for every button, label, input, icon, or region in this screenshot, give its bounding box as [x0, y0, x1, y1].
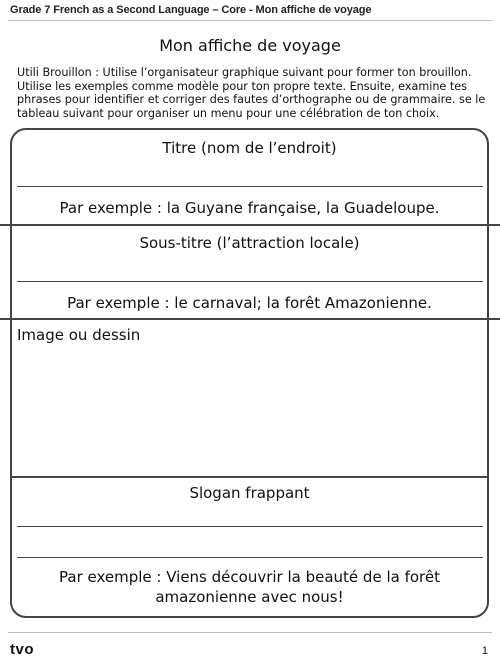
page-title: Mon affiche de voyage [159, 36, 341, 55]
slogan-writing-line-2[interactable] [17, 557, 483, 558]
subtitle-example: Par exemple : le carnaval; la forêt Amazonienne. [67, 294, 432, 312]
section-divider [0, 224, 500, 226]
footer-divider [8, 632, 492, 633]
subtitle-writing-line[interactable] [17, 281, 483, 282]
section-divider [10, 476, 489, 478]
title-writing-line[interactable] [17, 186, 483, 187]
slogan-section-heading: Slogan frappant [189, 484, 310, 502]
course-header: Grade 7 French as a Second Language – Core - Mon affiche de voyage [10, 4, 372, 16]
title-example: Par exemple : la Guyane française, la Guadeloupe. [59, 199, 440, 217]
subtitle-section-heading: Sous-titre (l’attraction locale) [139, 234, 360, 252]
slogan-writing-line-1[interactable] [17, 526, 483, 527]
slogan-example: Par exemple : Viens découvrir la beauté de la forêt amazonienne avec nous! [59, 568, 440, 606]
header-divider [8, 20, 492, 21]
image-section-heading: Image ou dessin [17, 326, 141, 344]
tvo-logo: tvo [10, 641, 34, 658]
title-section-heading: Titre (nom de l’endroit) [162, 139, 337, 157]
instructions-text: Utili Brouillon : Utilise l’organisateur graphique suivant pour former ton brouillon. Utilise les exemples comme modèle pour ton propre texte. Ensuite, examine tes phrases pour identifier et corriger des fautes d’orthographe ou de grammaire. se le tableau suivant pour organiser un menu pour une célébration de ton choix. [17, 66, 486, 120]
section-divider [0, 318, 500, 320]
page-number: 1 [481, 645, 488, 657]
